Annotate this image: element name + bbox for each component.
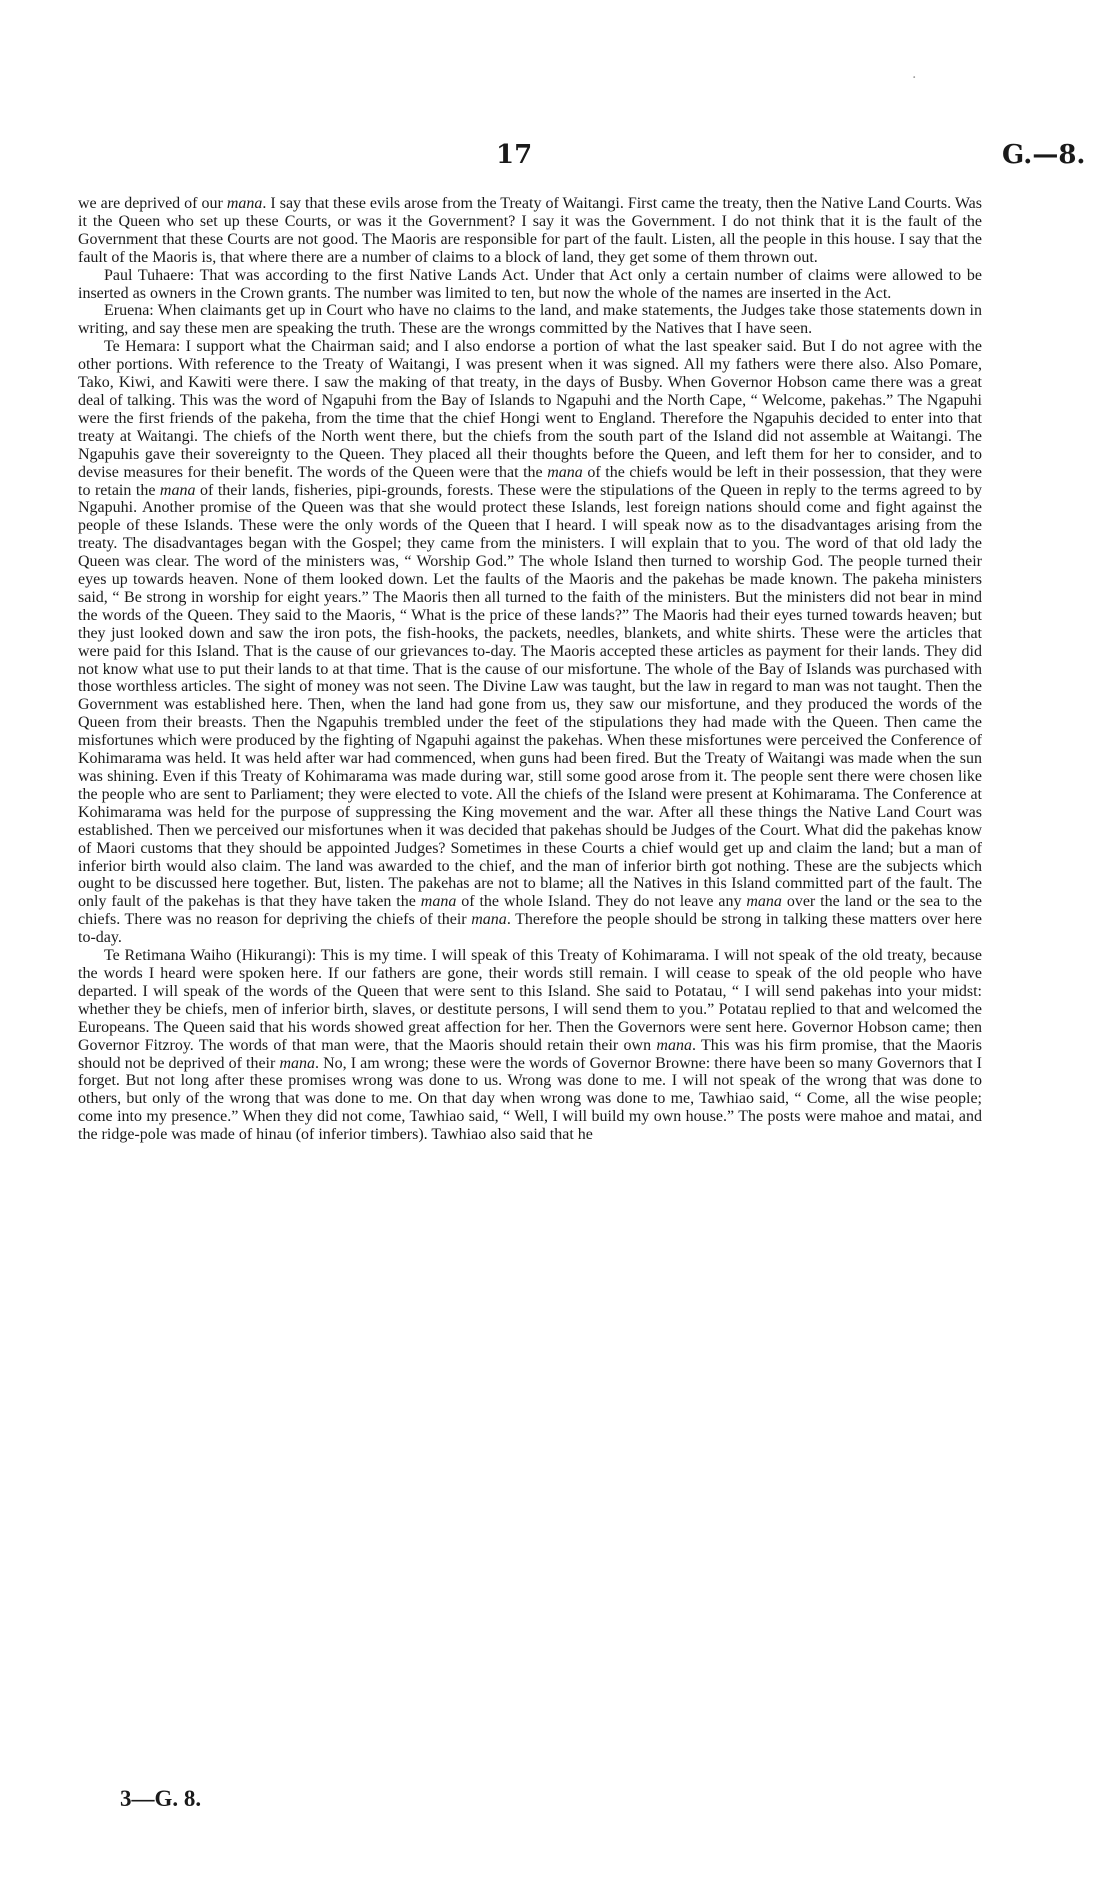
paragraph-paul-tuhaere: Paul Tuhaere: That was according to the first Native Lands Act. Under that Act only a certain number of claims were allowed to be inserted as owners in the Crown grants. The number was limited to ten, but now the whole of the names are inserted in the Act. (78, 266, 982, 302)
page-number: 17 (496, 140, 533, 170)
paragraph-te-retimana-waiho: Te Retimana Waiho (Hikurangi): This is my time. I will speak of this Treaty of Kohimarama. I will not speak of the old treaty, because the words I heard were spoken here. If our fathers are gone, their words still remain. I will cease to speak of the old people who have departed. I will speak of the words of the Queen that were sent to this Island. She said to Potatau, “ I will send pakehas into your midst: whether they be chiefs, men of inferior birth, slaves, or destitute persons, I will send them to you.” Potatau replied to that and welcomed the Europeans. The Queen said that his words showed great affection for her. Then the Governors were sent here. Governor Hobson came; then Governor Fitzroy. The words of that man were, that the Maoris should retain their own mana. This was his firm promise, that the Maoris should not be deprived of their mana. No, I am wrong; these were the words of Governor Browne: there have been so many Governors that I forget. But not long after these promises wrong was done to us. Wrong was done to me. I will not speak of the wrong that was done to others, but only of the wrong that was done to me. On that day when wrong was done to me, Tawhiao said, “ Come, all the wise people; come into my presence.” When they did not come, Tawhiao said, “ Well, I will build my own house.” The posts were mahoe and matai, and the ridge-pole was made of hinau (of inferior timbers). Tawhiao also said that he (78, 947, 982, 1144)
document-reference: G.—8. (1002, 140, 1086, 170)
paragraph-continuation: we are deprived of our mana. I say that these evils arose from the Treaty of Waitangi. First came the treaty, then the Native Land Courts. Was it the Queen who set up these Courts, or was it the Government? I say it was the Government. I do not think that it is the fault of the Government that these Courts are not good. The Maoris are responsible for part of the fault. Listen, all the people in this house. I say that the fault of the Maoris is, that where there are a number of claims to a block of land, they get some of them thrown out. (78, 195, 983, 266)
signature-mark: 3—G. 8. (120, 1786, 202, 1811)
paragraph-te-hemara: Te Hemara: I support what the Chairman said; and I also endorse a portion of what the last speaker said. But I do not agree with the other portions. With reference to the Treaty of Waitangi, I was present when it was signed. All my fathers were there also. Also Pomare, Tako, Kiwi, and Kawiti were there. I saw the making of that treaty, in the days of Busby. When Governor Hobson came there was a great deal of talking. This was the word of Ngapuhi from the Bay of Islands to Ngapuhi and the North Cape, “ Welcome, pakehas.” The Ngapuhi were the first friends of the pakeha, from the time that the chief Hongi went to England. Therefore the Ngapuhis decided to enter into that treaty at Waitangi. The chiefs of the North went there, but the chiefs from the south part of the Island did not assemble at Waitangi. The Ngapuhis gave their sovereignty to the Queen. They placed all their thoughts before the Queen, and left them for her to consider, and to devise measures for their benefit. The words of the Queen were that the mana of the chiefs would be left in their possession, that they were to retain the mana of their lands, fisheries, pipi-grounds, forests. These were the stipulations of the Queen in reply to the terms agreed to by Ngapuhi. Another promise of the Queen was that she would protect these Islands, lest foreign nations should come and fight against the people of these Islands. These were the only words of the Queen that I heard. I will speak now as to the disadvantages arising from the treaty. The disadvantages began with the Gospel; they came from the ministers. I will explain that to you. The word of that old lady the Queen was clear. The word of the ministers was, “ Worship God.” The whole Island then turned to worship God. The people turned their eyes up towards heaven. None of them looked down. Let the faults of the Maoris and the pakehas be made known. The pakeha ministers said, “ Be strong in worship for eight years.” The Maoris then all turned to the faith of the ministers. But the ministers did not bear in mind the words of the Queen. They said to the Maoris, “ What is the price of these lands?” The Maoris had their eyes turned towards heaven; but they just looked down and saw the iron pots, the fish-hooks, the packets, needles, blankets, and white shirts. These were the articles that were paid for this Island. That is the cause of our grievances to-day. The Maoris accepted these articles as payment for their lands. They did not know what use to put their lands to at that time. That is the cause of our misfortune. The whole of the Bay of Islands was purchased with those worthless articles. The sight of money was not seen. The Divine Law was taught, but the law in regard to man was not taught. Then the Government was established here. Then, when the land had gone from us, they saw our misfortune, and they produced the words of the Queen from their breasts. Then the Ngapuhis trembled under the feet of the stipulations they had made with the Queen. Then came the misfortunes which were produced by the fighting of Ngapuhi against the pakehas. When these misfortunes were perceived the Conference of Kohimarama was held. It was held after war had commenced, when guns had been fired. But the Treaty of Waitangi was made when the sun was shining. Even if this Treaty of Kohimarama was made during war, still some good arose from it. The people sent there were chosen like the people who are sent to Parliament; they were elected to vote. All the chiefs of the Island were present at Kohimarama. The Conference at Kohimarama was held for the purpose of suppressing the King movement and the war. After all these things the Native Land Court was established. Then we perceived our misfortunes when it was decided that pakehas should be Judges of the Court. What did the pakehas know of Maori customs that they should be appointed Judges? Sometimes in these Courts a chief would get up and claim the land; but a man of inferior birth would also claim. The land was awarded to the chief, and the man of inferior birth got nothing. These are the subjects which ought to be discussed here together. But, listen. The pakehas are not to blame; all the Natives in this Island committed part of the fault. The only fault of the pakehas is that they have taken the mana of the whole Island. They do not leave any mana over the land or the sea to the chiefs. There was no reason for depriving the chiefs of their mana. Therefore the people should be strong in talking these matters over here to-day. (78, 338, 983, 947)
body-text (78, 195, 982, 1144)
corner-mark: · (912, 70, 917, 86)
paragraph-eruena: Eruena: When claimants get up in Court who have no claims to the land, and make statements, the Judges take those statements down in writing, and say these men are speaking the truth. These are the wrongs committed by the Natives that I have seen. (78, 302, 982, 338)
